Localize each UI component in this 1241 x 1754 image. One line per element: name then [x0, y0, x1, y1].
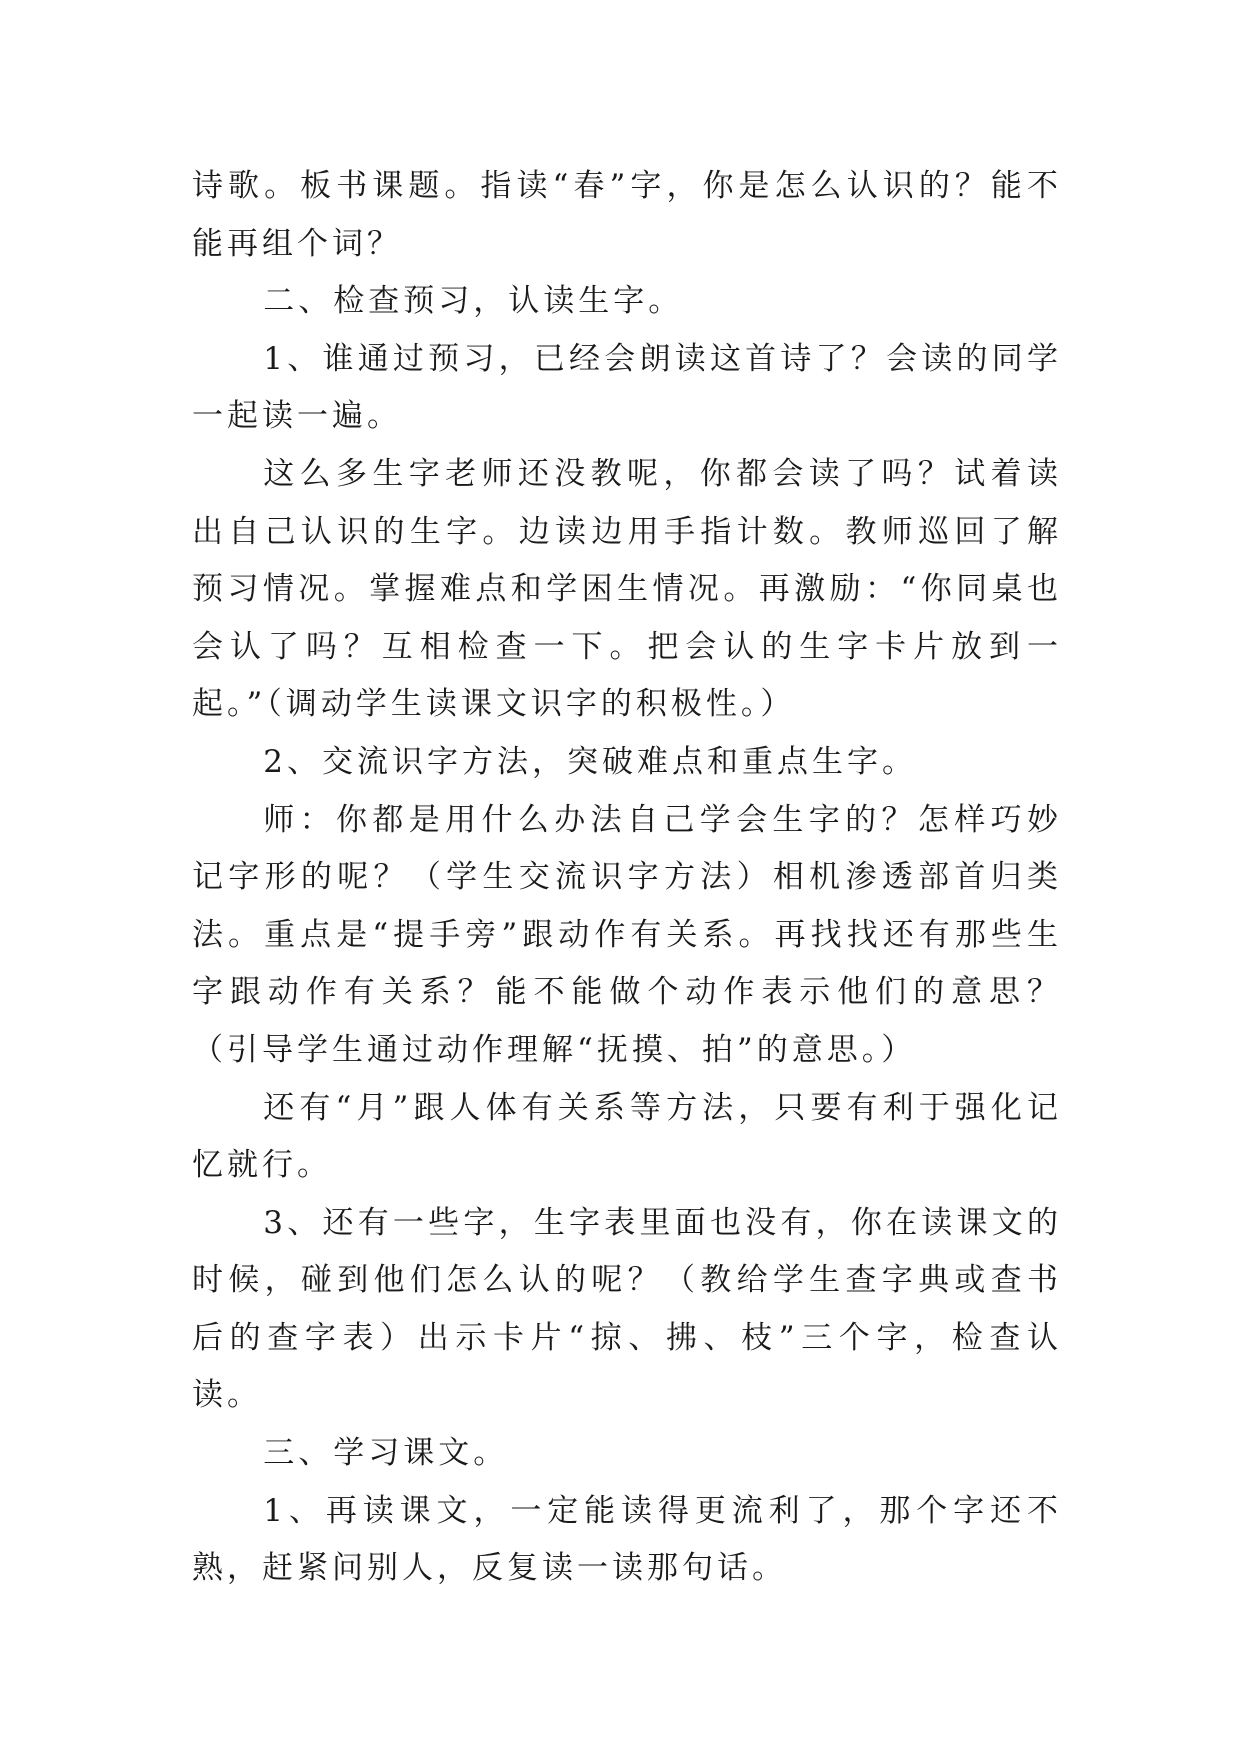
paragraph: 1、再读课文，一定能读得更流利了，那个字还不熟，赶紧问别人，反复读一读那句话。	[192, 1492, 1062, 1587]
paragraph: 二、检查预习，认读生字。	[263, 283, 684, 320]
document-body	[192, 158, 1062, 1598]
paragraph: 这么多生字老师还没教呢，你都会读了吗？试着读出自己认识的生字。边读边用手指计数。教师巡回了解预习情况。掌握难点和学困生情况。再激励：“你同桌也会认了吗？互相检查一下。把会认的生字卡片放到一起。”（调动学生读课文识字的积极性。）	[192, 455, 1062, 723]
paragraph: 3、还有一些字，生字表里面也没有，你在读课文的时候，碰到他们怎么认的呢？（教给学生查字典或查书后的查字表）出示卡片“掠、拂、枝”三个字，检查认读。	[192, 1204, 1062, 1414]
paragraph: 师：你都是用什么办法自己学会生字的？怎样巧妙记字形的呢？（学生交流识字方法）相机渗透部首归类法。重点是“提手旁”跟动作有关系。再找找还有那些生字跟动作有关系？能不能做个动作表示他们的意思？（引导学生通过动作理解“抚摸、拍”的意思。）	[192, 801, 1062, 1068]
paragraph: 诗歌。板书课题。指读“春”字，你是怎么认识的？能不能再组个词？	[192, 168, 1062, 262]
paragraph: 三、学习课文。	[263, 1435, 509, 1472]
paragraph: 2、交流识字方法，突破难点和重点生字。	[263, 743, 918, 780]
paragraph: 还有“月”跟人体有关系等方法，只要有利于强化记忆就行。	[192, 1089, 1062, 1184]
paragraph: 1、谁通过预习，已经会朗读这首诗了？会读的同学一起读一遍。	[192, 340, 1062, 435]
